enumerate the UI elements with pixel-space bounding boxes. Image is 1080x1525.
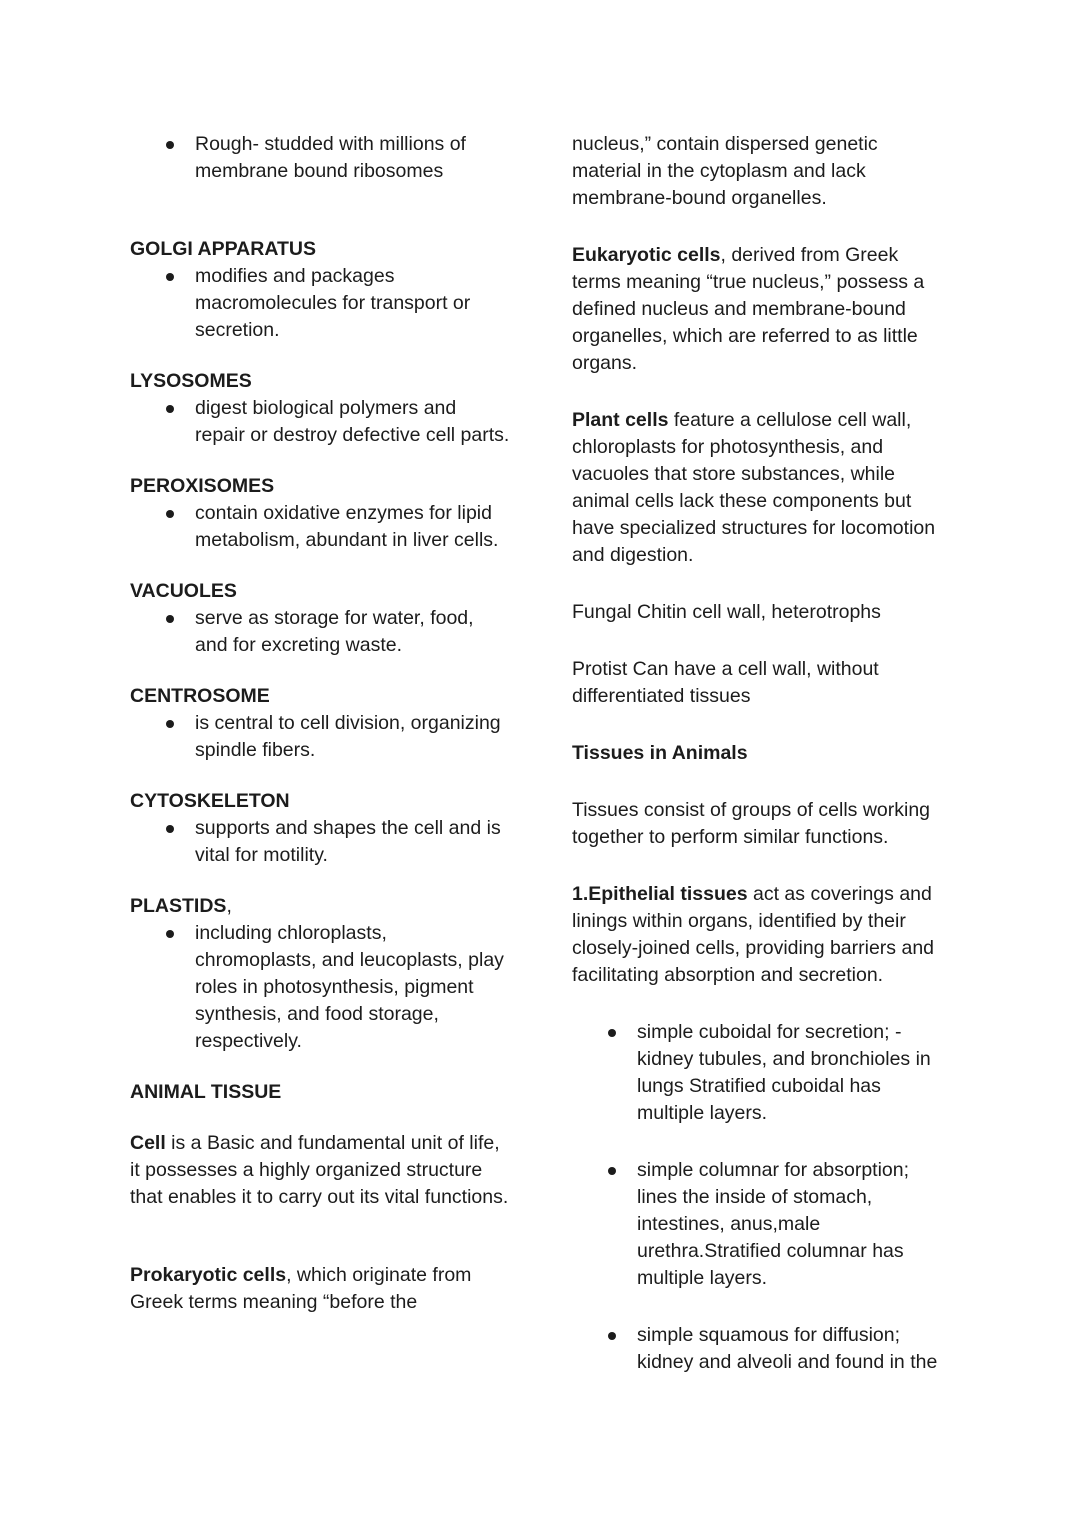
section-heading bbox=[130, 578, 510, 605]
bullet-item bbox=[130, 920, 510, 1055]
text-run: PEROXISOMES bbox=[130, 475, 275, 497]
text-run: Tissues in Animals bbox=[572, 742, 748, 764]
blank-line bbox=[130, 659, 510, 683]
text-run: Plant cells bbox=[572, 409, 669, 431]
text-run: VACUOLES bbox=[130, 580, 237, 602]
paragraph bbox=[572, 881, 952, 989]
blank-line bbox=[572, 212, 952, 242]
blank-line bbox=[130, 344, 510, 368]
section-heading bbox=[130, 236, 510, 263]
text-run: digest biological polymers and repair or destroy defective cell parts. bbox=[195, 397, 510, 446]
blank-line bbox=[572, 767, 952, 797]
text-run: simple cuboidal for secretion; -kidney tubules, and bronchioles in lungs Stratified cuboidal has multiple layers. bbox=[637, 1021, 931, 1124]
section-heading bbox=[130, 473, 510, 500]
paragraph bbox=[572, 242, 952, 377]
text-run: feature a cellulose cell wall, chloroplasts for photosynthesis, and vacuoles that store substances, while animal cells lack these components but have specialized structures for locomotion and digestion. bbox=[572, 409, 936, 566]
right-column bbox=[572, 131, 952, 1376]
blank-line bbox=[130, 764, 510, 788]
text-run: serve as storage for water, food, and for excreting waste. bbox=[195, 607, 474, 656]
text-run: Eukaryotic cells bbox=[572, 244, 721, 266]
text-run: contain oxidative enzymes for lipid metabolism, abundant in liver cells. bbox=[195, 502, 499, 551]
text-run: , which originate from Greek terms meaning “before the bbox=[130, 1264, 472, 1313]
bullet-list bbox=[572, 1019, 952, 1127]
bullet-list bbox=[572, 1322, 952, 1376]
blank-line bbox=[130, 869, 510, 893]
paragraph bbox=[130, 1130, 510, 1211]
text-run: PLASTIDS bbox=[130, 895, 227, 917]
text-run: nucleus,” contain dispersed genetic material in the cytoplasm and lack membrane-bound organelles. bbox=[572, 133, 878, 209]
text-run: is a Basic and fundamental unit of life, it possesses a highly organized structure that enables it to carry out its vital functions. bbox=[130, 1132, 509, 1208]
text-run: Tissues consist of groups of cells working together to perform similar functions. bbox=[572, 799, 931, 848]
bullet-item bbox=[130, 263, 510, 344]
blank-line bbox=[572, 989, 952, 1019]
section-heading bbox=[130, 368, 510, 395]
left-column bbox=[130, 131, 510, 1316]
paragraph bbox=[130, 1262, 510, 1316]
blank-line bbox=[130, 554, 510, 578]
blank-line bbox=[130, 1106, 510, 1130]
text-run: Cell bbox=[130, 1132, 166, 1154]
section-heading bbox=[130, 788, 510, 815]
bullet-list bbox=[130, 395, 510, 449]
bullet-item bbox=[130, 131, 510, 185]
paragraph bbox=[572, 131, 952, 212]
paragraph bbox=[572, 407, 952, 569]
blank-line bbox=[572, 710, 952, 740]
bullet-list bbox=[130, 605, 510, 659]
blank-line bbox=[572, 377, 952, 407]
blank-line bbox=[572, 1292, 952, 1322]
bullet-list bbox=[130, 920, 510, 1055]
section-heading bbox=[130, 893, 510, 920]
blank-line bbox=[572, 851, 952, 881]
bullet-list bbox=[130, 710, 510, 764]
text-run: Protist Can have a cell wall, without differentiated tissues bbox=[572, 658, 879, 707]
blank-line bbox=[572, 1127, 952, 1157]
bullet-list bbox=[130, 500, 510, 554]
bullet-item bbox=[130, 710, 510, 764]
text-run: simple columnar for absorption; lines the inside of stomach, intestines, anus,male urethra.Stratified columnar has multiple layers. bbox=[637, 1159, 910, 1289]
text-run: CYTOSKELETON bbox=[130, 790, 290, 812]
text-run: , derived from Greek terms meaning “true nucleus,” possess a defined nucleus and membrane-bound organelles, which are referred to as little organs. bbox=[572, 244, 925, 374]
blank-line bbox=[130, 1055, 510, 1079]
blank-line bbox=[130, 449, 510, 473]
blank-line bbox=[572, 626, 952, 656]
text-run: ANIMAL TISSUE bbox=[130, 1081, 282, 1103]
text-run: Prokaryotic cells bbox=[130, 1264, 287, 1286]
text-run: including chloroplasts, chromoplasts, and leucoplasts, play roles in photosynthesis, pigment synthesis, and food storage, respectively. bbox=[195, 922, 504, 1052]
text-run: Fungal Chitin cell wall, heterotrophs bbox=[572, 601, 881, 623]
text-run: is central to cell division, organizing spindle fibers. bbox=[195, 712, 501, 761]
section-heading bbox=[572, 740, 952, 767]
text-run: act as coverings and linings within organs, identified by their closely-joined cells, providing barriers and facilitating absorption and secretion. bbox=[572, 883, 935, 986]
text-run: GOLGI APPARATUS bbox=[130, 238, 316, 260]
bullet-list bbox=[130, 263, 510, 344]
bullet-item bbox=[130, 395, 510, 449]
bullet-item bbox=[572, 1157, 952, 1292]
blank-line bbox=[130, 185, 510, 236]
bullet-item bbox=[130, 815, 510, 869]
bullet-item bbox=[130, 500, 510, 554]
bullet-item bbox=[130, 605, 510, 659]
text-run: supports and shapes the cell and is vital for motility. bbox=[195, 817, 501, 866]
bullet-item bbox=[572, 1322, 952, 1376]
blank-line bbox=[130, 1211, 510, 1262]
text-run: LYSOSOMES bbox=[130, 370, 252, 392]
text-run: modifies and packages macromolecules for transport or secretion. bbox=[195, 265, 471, 341]
text-run: simple squamous for diffusion; kidney and alveoli and found in the bbox=[637, 1324, 938, 1373]
text-run: CENTROSOME bbox=[130, 685, 270, 707]
bullet-list bbox=[572, 1157, 952, 1292]
paragraph bbox=[572, 656, 952, 710]
section-heading bbox=[130, 683, 510, 710]
paragraph bbox=[572, 797, 952, 851]
blank-line bbox=[572, 569, 952, 599]
text-run: , bbox=[226, 895, 232, 917]
bullet-list bbox=[130, 131, 510, 185]
section-heading bbox=[130, 1079, 510, 1106]
text-run: 1.Epithelial tissues bbox=[572, 883, 748, 905]
bullet-list bbox=[130, 815, 510, 869]
text-run: Rough- studded with millions of membrane bound ribosomes bbox=[195, 133, 466, 182]
paragraph bbox=[572, 599, 952, 626]
bullet-item bbox=[572, 1019, 952, 1127]
